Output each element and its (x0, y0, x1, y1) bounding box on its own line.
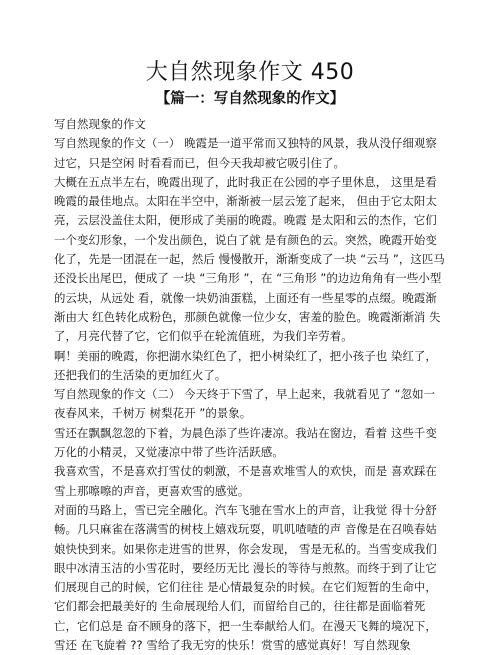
paragraph-like-snow: 我喜欢雪，不是喜欢打雪仗的刺激，不是喜欢堆雪人的欢快，而是 喜欢踩在雪上那嚓嚓的声音，更喜欢雪的感觉。 (54, 464, 437, 498)
paragraph-road: 对面的马路上，雪已完全融化。汽车飞驰在雪水上的声音，让我觉 得十分舒畅。几只麻雀在落满雪的树枝上嬉戏玩耍，叽叽喳喳的声 音像是在召唤春姑娘快快到来。如果你走进雪的世界，你会发现， 雪是无私的。当雪变成我们眼中冰清玉洁的小雪花时，要经历无比 漫长的等待与煎熬。而终于到了让它们展现自己的时候，它们往往 是心情最复杂的时候。在它们短暂的生命中，它们都会把最美好的 生命展现给人们，而留给自己的，往往都是面临着死亡，它们总是 奋不顾身的落下，把一生奉献给人们。在漫天飞舞的境况下，雪还 在飞旋着 ?? 雪给了我无穷的快乐！赏雪的感觉真好！写自然现象 (54, 502, 437, 653)
paragraph-intro: 写自然现象的作文（一） 晚霞是一道平常而又独特的风景，我从没仔细观察过它，只是空闲 时看看而已，但今天我却被它吸引住了。 (54, 136, 437, 170)
paragraph-sunset: 大概在五点半左右，晚霞出现了，此时我正在公园的亭子里休息， 这里是看晚霞的最佳地点。太阳在半空中，渐渐被一层云笼了起来， 但由于它太阳太亮，云层没盖住太阳，便形成了美丽的晚霞。晚霞 是太阳和云的杰作，它们一个变幻形象，一个发出颜色，说白了就 是有颜色的云。突然，晚霞开始变化了，先是一团混在一起，然后 慢慢散开，渐渐变成了一块 “云马 ”，这匹马还没长出尾巴，便成了 一块 “三角形 ”，在 “三角形 ”的边边角角有一些小型的云块，从远处 看，就像一块奶油蛋糕，上面还有一些星零的点缀。晚霞渐渐由大 红色转化成粉色，那颜色就像一位少女，害羞的脸色。晚霞渐渐消 失了，月亮代替了它，它们似乎在轮流值班，为我们辛劳着。 (54, 174, 445, 344)
paragraph-snow-falling: 雪还在飘飘忽忽的下着，为晨色添了些许凄凉。我站在窗边，看着 这些千变万化的小精灵，又觉凄凉中带了些许活跃感。 (54, 425, 437, 460)
paragraph-snow-intro: 写自然现象的作文（二） 今天终于下雪了，早上起来，我就看见了 “忽如一夜春风来，千树万 树梨花开 ”的景象。 (54, 387, 436, 421)
document-body (54, 115, 446, 655)
paragraph-exclaim: 啊！美丽的晚霞，你把湖水染红色了，把小树染红了，把小孩子也 染红了，还把我们的生活染的更加红火了。 (54, 348, 437, 382)
document-title: 大自然现象作文 450 (145, 60, 355, 85)
section-heading: 写自然现象的作文 (54, 117, 146, 131)
document-subtitle: 【篇一：写自然现象的作文】 (155, 91, 345, 107)
